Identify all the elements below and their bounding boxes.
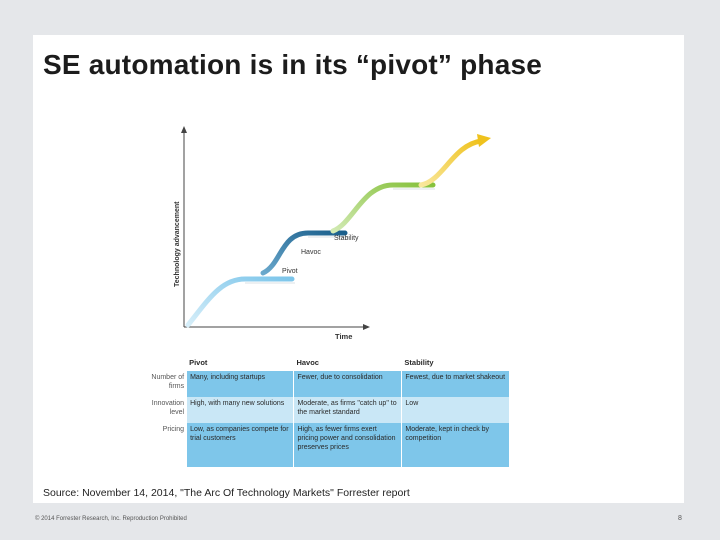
source-citation: Source: November 14, 2014, "The Arc Of Technology Markets" Forrester report <box>43 487 410 499</box>
havoc-label: Havoc <box>301 249 321 256</box>
pivot-curve <box>188 279 292 325</box>
column-header-stability: Stability <box>404 358 434 367</box>
slide-title: SE automation is in its “pivot” phase <box>43 49 543 80</box>
table-row <box>141 423 509 467</box>
column-header-pivot: Pivot <box>189 358 208 367</box>
copyright-notice: © 2014 Forrester Research, Inc. Reproduction Prohibited <box>35 516 187 522</box>
table-row <box>141 397 509 423</box>
page-number: 8 <box>678 515 682 522</box>
stability-curve <box>333 185 433 231</box>
stability-label: Stability <box>334 235 359 242</box>
x-axis-arrow <box>363 324 370 330</box>
row-label-number-of-firms: Number of firms <box>151 374 185 390</box>
table-cell: High, as fewer firms exert pricing power and consolidation preserves prices <box>293 423 401 467</box>
table-cell: Low <box>401 397 509 423</box>
x-axis-label: Time <box>335 332 353 341</box>
table-cell: Fewer, due to consolidation <box>293 371 401 397</box>
table-corner <box>141 356 186 371</box>
table-cell: Many, including startups <box>186 371 293 397</box>
column-header-havoc: Havoc <box>296 358 319 367</box>
next-arc-curve <box>421 141 481 185</box>
phase-comparison-table <box>141 356 509 467</box>
y-axis-label: Technology advancement <box>174 201 181 287</box>
table-header-row <box>141 356 509 371</box>
table-cell: Fewest, due to market shakeout <box>401 371 509 397</box>
row-label-pricing: Pricing <box>162 426 185 433</box>
table-cell: Moderate, as firms "catch up" to the market standard <box>293 397 401 423</box>
pivot-label: Pivot <box>282 268 298 275</box>
table-cell: Moderate, kept in check by competition <box>401 423 509 467</box>
y-axis-arrow <box>181 126 187 133</box>
table-cell: Low, as companies compete for trial customers <box>186 423 293 467</box>
next-arc-arrowhead <box>477 134 491 147</box>
row-label-innovation-level: Innovation level <box>151 400 185 416</box>
table-row <box>141 371 509 397</box>
table-cell: High, with many new solutions <box>186 397 293 423</box>
slide <box>33 35 684 503</box>
arc-diagram <box>33 35 684 365</box>
